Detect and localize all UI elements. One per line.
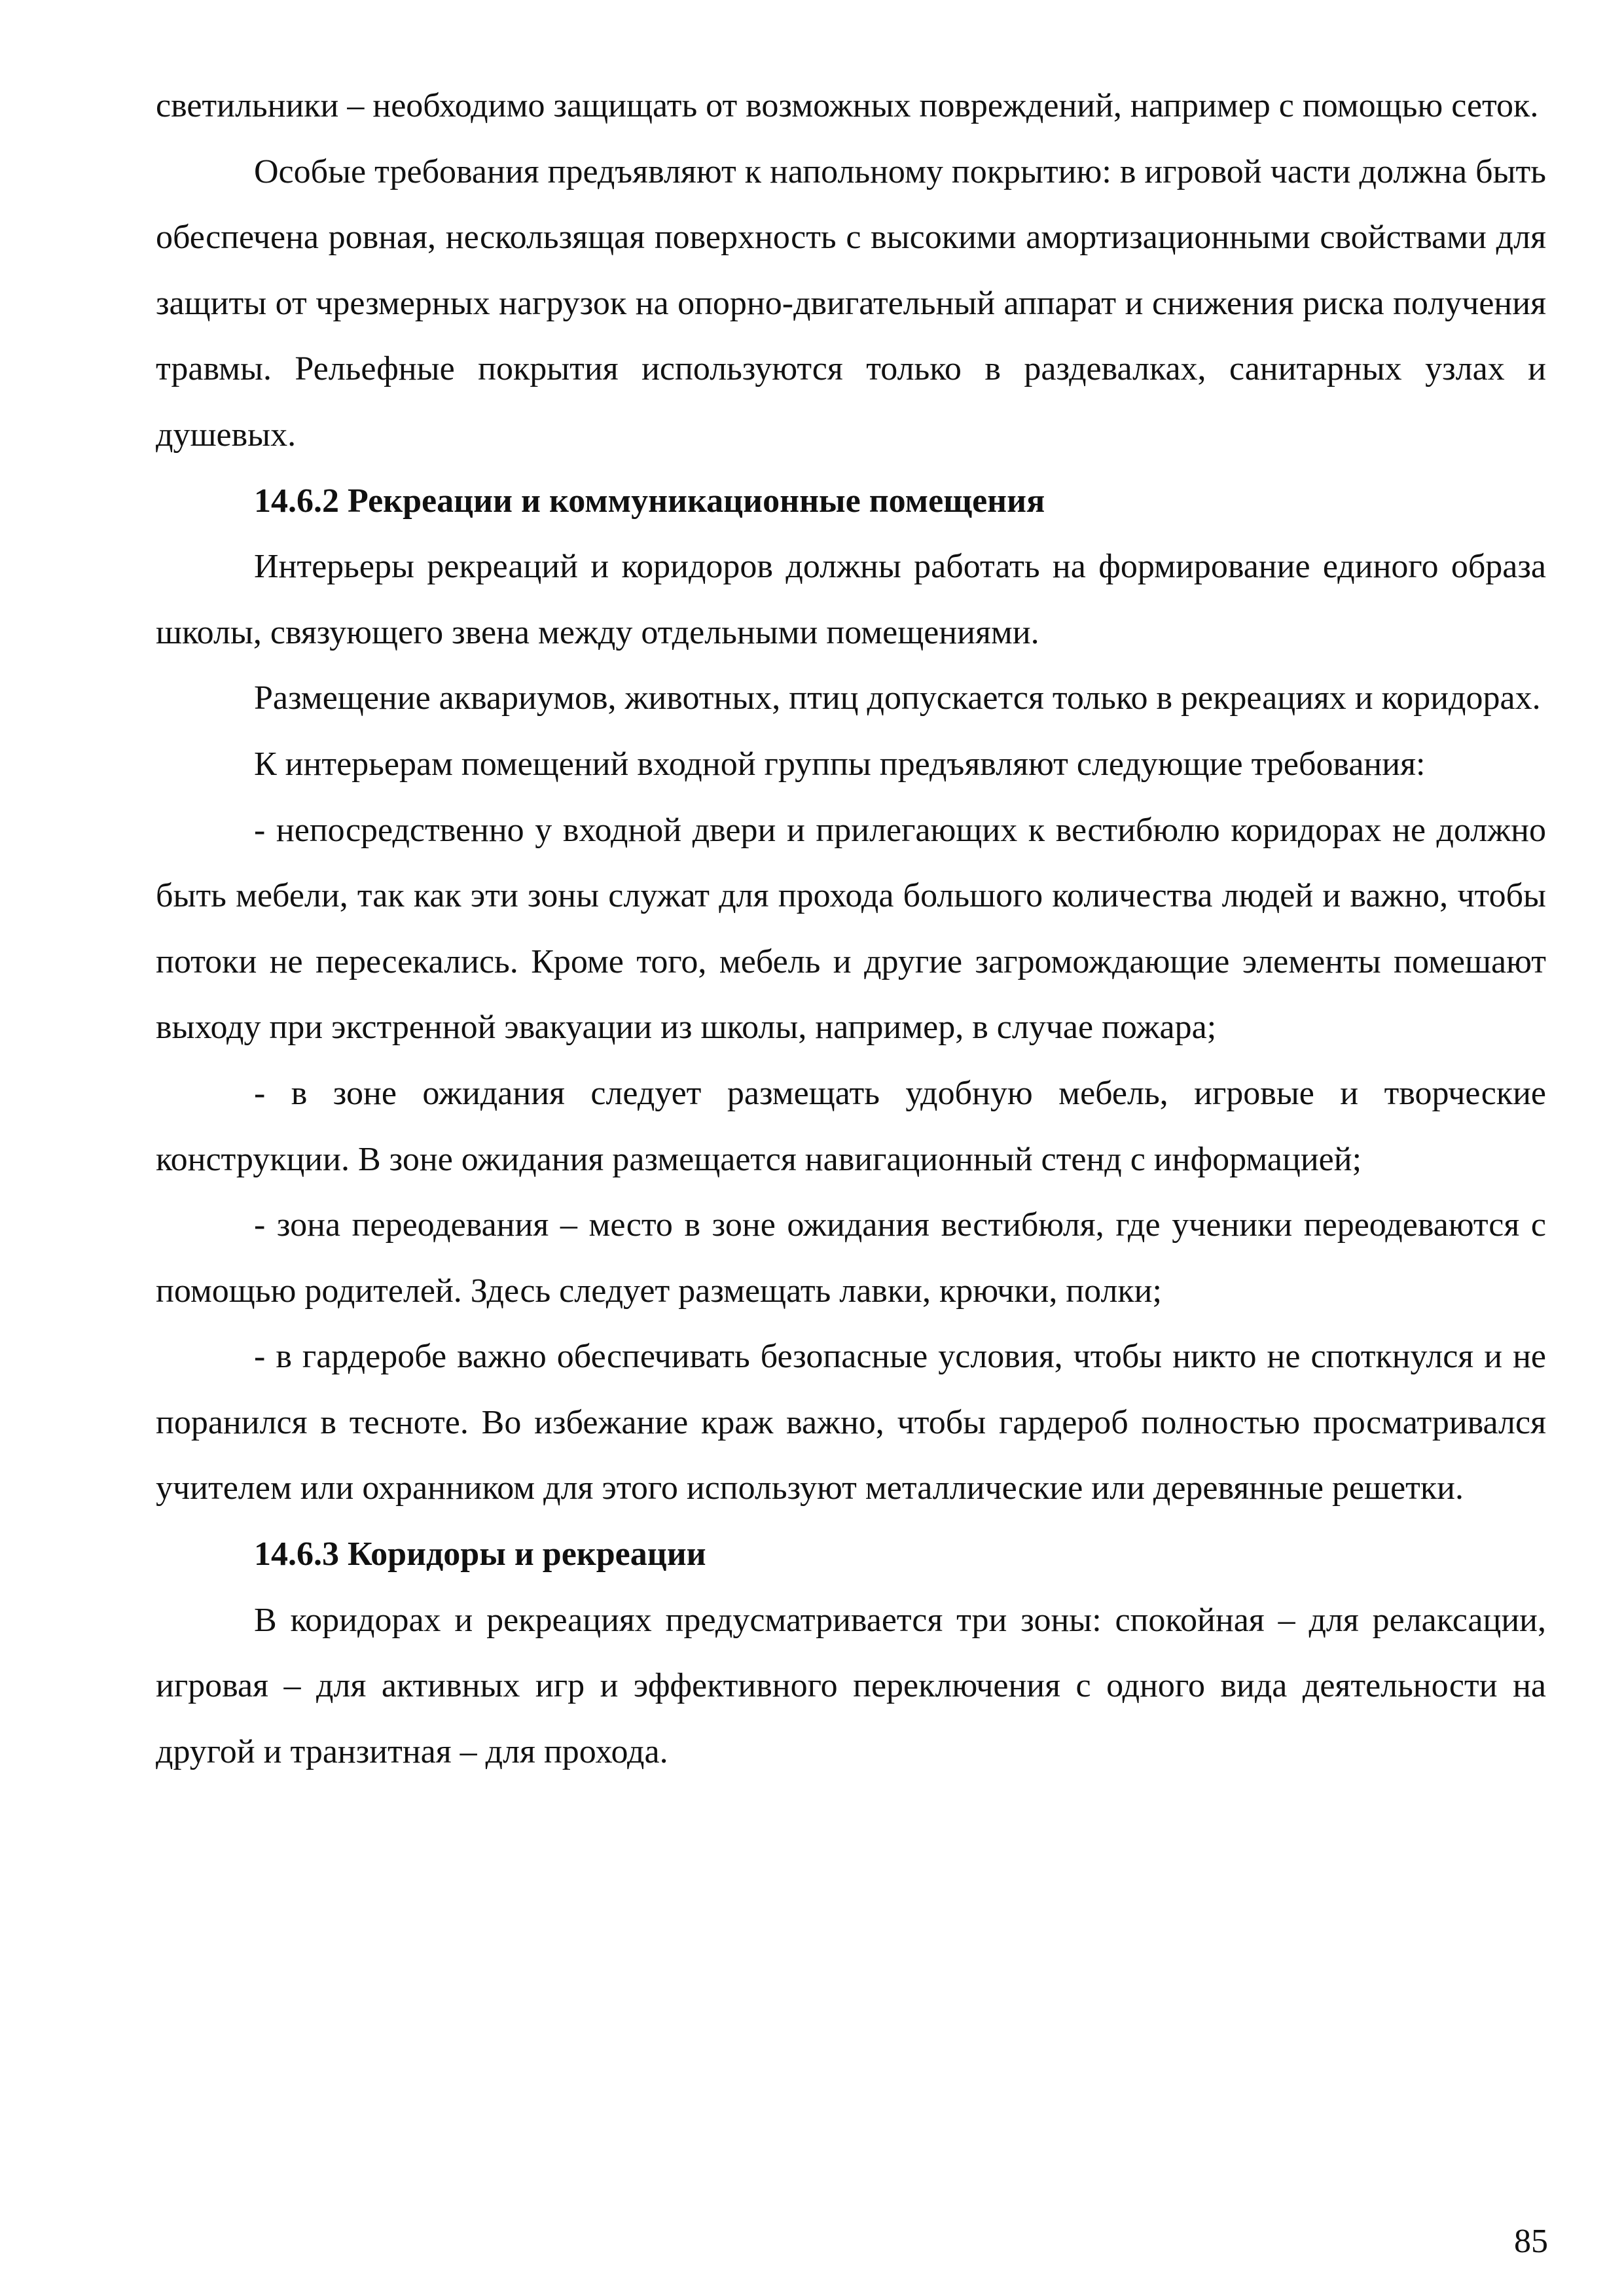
list-item: - зона переодевания – место в зоне ожидания вестибюля, где ученики переодеваются с помощью родителей. Здесь следует размещать лавки, крючки, полки; <box>156 1206 1546 1310</box>
list-item: - в гардеробе важно обеспечивать безопасные условия, чтобы никто не споткнулся и не поранился в тесноте. Во избежание краж важно, чтобы гардероб полностью просматривался учителем или охранником для этого используют металлические или деревянные решетки. <box>156 1338 1546 1507</box>
list-item: - непосредственно у входной двери и прилегающих к вестибюлю коридорах не должно быть мебели, так как эти зоны служат для прохода большого количества людей и важно, чтобы потоки не пересекались. Кроме того, мебель и другие загромождающие элементы помешают выходу при экстренной эвакуации из школы, например, в случае пожара; <box>156 811 1546 1047</box>
page-number: 85 <box>1514 2223 1548 2260</box>
paragraph: К интерьерам помещений входной группы предъявляют следующие требования: <box>254 745 1426 783</box>
section-heading: 14.6.2 Рекреации и коммуникационные помещения <box>254 482 1045 520</box>
paragraph: Интерьеры рекреаций и коридоров должны работать на формирование единого образа школы, связующего звена между отдельными помещениями. <box>156 548 1546 651</box>
paragraph: Размещение аквариумов, животных, птиц допускается только в рекреациях и коридорах. <box>254 679 1541 717</box>
document-body <box>156 73 1546 1785</box>
paragraph: светильники – необходимо защищать от возможных повреждений, например с помощью сеток. <box>156 87 1539 124</box>
paragraph: Особые требования предъявляют к напольному покрытию: в игровой части должна быть обеспечена ровная, нескользящая поверхность с высокими амортизационными свойствами для защиты от чрезмерных нагрузок на опорно-двигательный аппарат и снижения риска получения травмы. Рельефные покрытия используются только в раздевалках, санитарных узлах и душевых. <box>156 152 1546 454</box>
list-item: - в зоне ожидания следует размещать удобную мебель, игровые и творческие конструкции. В зоне ожидания размещается навигационный стенд с информацией; <box>156 1074 1546 1178</box>
section-heading: 14.6.3 Коридоры и рекреации <box>254 1535 706 1573</box>
paragraph: В коридорах и рекреациях предусматривается три зоны: спокойная – для релаксации, игровая – для активных игр и эффективного переключения с одного вида деятельности на другой и транзитная – для прохода. <box>156 1601 1546 1770</box>
